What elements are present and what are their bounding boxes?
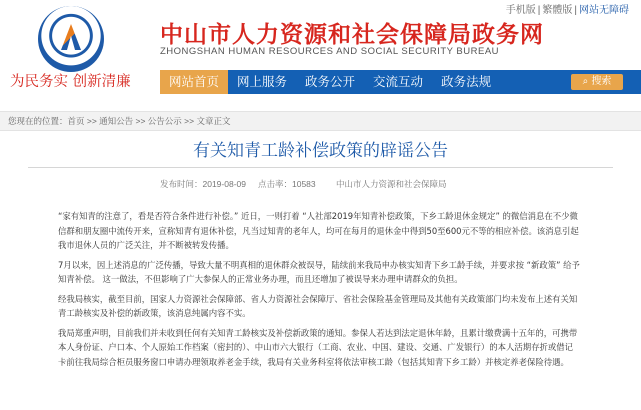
traditional-chinese-link[interactable]: 繁體版 — [542, 5, 573, 16]
search-label: 搜索 — [591, 76, 612, 87]
breadcrumb: 您现在的位置：首页 >> 通知公告 >> 公告公示 >> 文章正文 — [0, 111, 641, 131]
title-divider — [28, 167, 613, 168]
site-title[interactable]: 中山市人力资源和社会保障局政务网 — [160, 21, 544, 48]
top-links: 手机版 | 繁體版 | 网站无障碍 — [505, 5, 629, 16]
article-paragraph: “家有知青的注意了，看是否符合条件进行补偿。” 近日，一则打着 “人社部2019年知青补偿政策，下乡工龄退休金规定” 的微信消息在不少微信群和朋友圈中流传开来，宣称知青有退休补偿，凡当过知青的老年人，均可在每月的退休金中得到50至600元不等的相应补偿。该消息引起我市退休人员的广泛关注，并不断被转发传播。 — [58, 211, 579, 250]
main-nav — [160, 70, 641, 94]
article-source: 中山市人力资源和社会保障局 — [336, 179, 447, 189]
nav-online-services[interactable]: 网上服务 — [237, 74, 288, 89]
emblem-mark-icon — [61, 24, 81, 50]
hit-count: 点击率：10583 — [258, 179, 316, 189]
nav-home[interactable]: 网站首页 — [160, 70, 228, 94]
site-slogan: 为民务实 创新清廉 — [10, 74, 131, 90]
accessibility-link[interactable]: 网站无障碍 — [579, 5, 629, 16]
article-paragraph: 7月以来，因上述消息的广泛传播，导致大量不明真相的退休群众被误导，陆续前来我局申办核实知青下乡工龄手续，并要求按 “新政策” 给予知青补偿。 这一做法，不但影响了广大参保人的正常业务办理，而且还增加了被误导来办理申请群众的负担。 — [58, 259, 580, 284]
article-paragraph: 我局郑重声明，目前我们并未收到任何有关知青工龄核实及补偿新政策的通知。参保人若达到法定退休年龄，且累计缴费满十五年的，可携带本人身份证、户口本、个人原始工作档案（密封的）、中山市六大银行（工商、农业、中国、建设、交通、广发银行）的本人活期存折或借记卡前往我局综合柜员服务窗口申请办理领取养老金手续，我局有关业务科室将依法审核工龄（包括其知青下乡工龄）并核定养老保险待遇。 — [58, 327, 578, 367]
site-title-english: ZHONGSHAN HUMAN RESOURCES AND SOCIAL SECURITY BUREAU — [160, 46, 500, 57]
article-meta — [0, 178, 641, 194]
bureau-emblem-icon[interactable] — [38, 6, 104, 72]
nav-government-affairs[interactable]: 政务公开 — [305, 74, 356, 89]
nav-regulations[interactable]: 政务法规 — [441, 74, 492, 89]
search-icon: ⌕ — [582, 76, 589, 87]
nav-interaction[interactable]: 交流互动 — [373, 74, 424, 89]
article-paragraph: 经我局核实，截至目前，国家人力资源社会保障部、省人力资源社会保障厅、省社会保险基金管理局及其他有关政策部门均未发布上述有关知青工龄核实及补偿的新政策，该消息纯属内容不实。 — [58, 293, 578, 318]
article-body — [58, 209, 580, 374]
publish-date: 发布时间：2019-08-09 — [160, 179, 246, 189]
mobile-version-link[interactable]: 手机版 — [505, 5, 536, 16]
article-title: 有关知青工龄补偿政策的辟谣公告 — [193, 141, 448, 161]
search-button[interactable] — [571, 74, 623, 90]
